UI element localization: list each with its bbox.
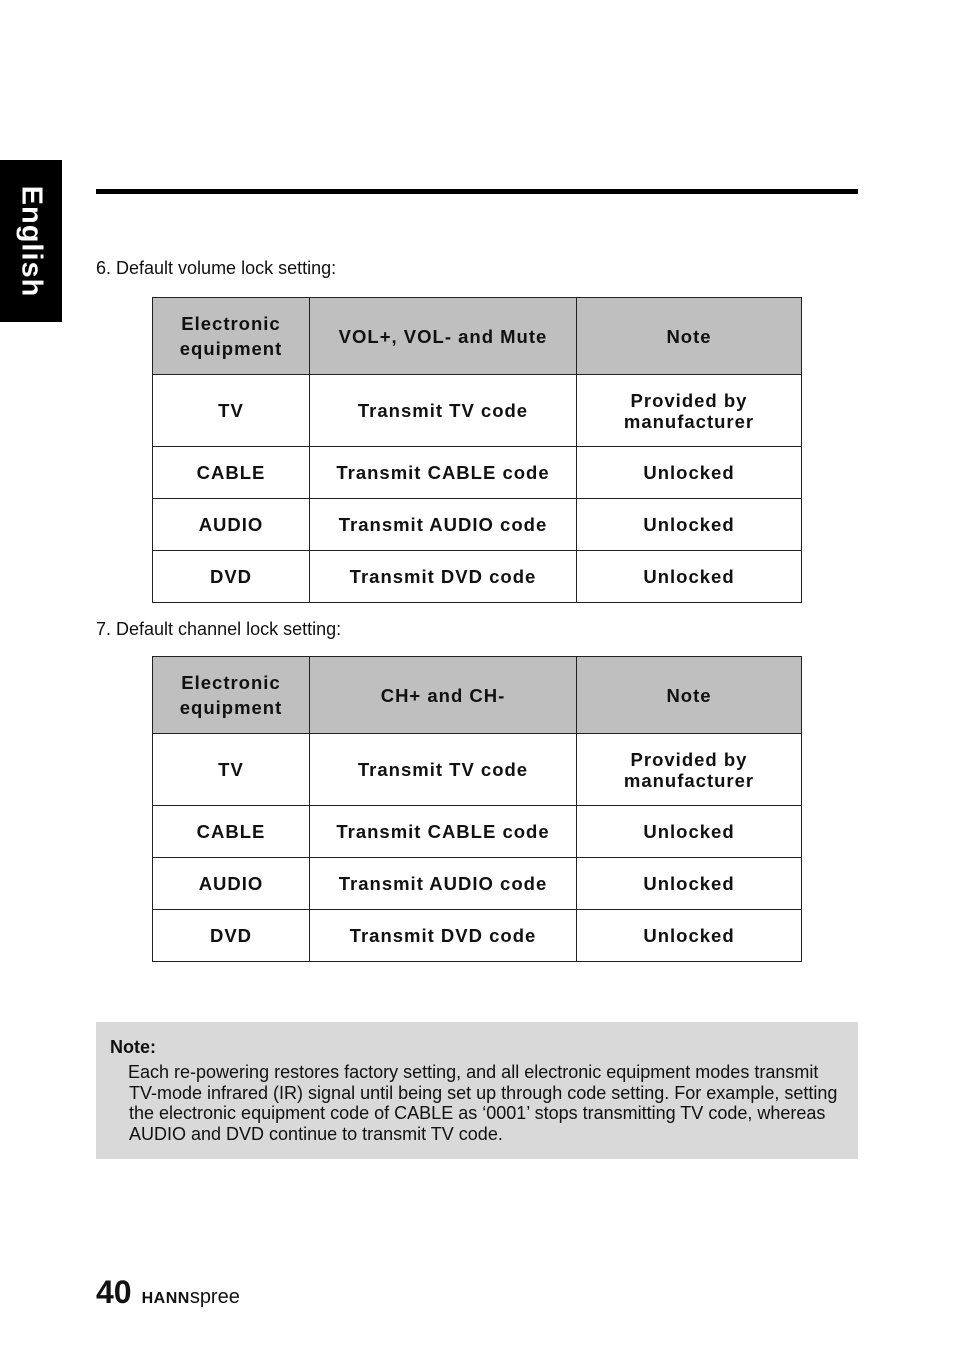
cell-action: Transmit AUDIO code bbox=[310, 858, 577, 910]
cell-action: Transmit TV code bbox=[310, 734, 577, 806]
cell-equipment: TV bbox=[153, 734, 310, 806]
cell-note: Unlocked bbox=[577, 499, 802, 551]
cell-action: Transmit DVD code bbox=[310, 910, 577, 962]
cell-equipment: AUDIO bbox=[153, 858, 310, 910]
header-equipment: Electronic equipment bbox=[153, 298, 310, 375]
table-row bbox=[153, 734, 802, 806]
cell-equipment: CABLE bbox=[153, 806, 310, 858]
page-footer bbox=[96, 1274, 240, 1311]
cell-equipment: AUDIO bbox=[153, 499, 310, 551]
table-row bbox=[153, 858, 802, 910]
language-tab bbox=[0, 160, 62, 322]
cell-note: Unlocked bbox=[577, 447, 802, 499]
table-row bbox=[153, 447, 802, 499]
cell-action: Transmit AUDIO code bbox=[310, 499, 577, 551]
channel-lock-table bbox=[152, 656, 802, 962]
table-header-row bbox=[153, 298, 802, 375]
header-vol-mute: VOL+, VOL- and Mute bbox=[310, 298, 577, 375]
table-row bbox=[153, 551, 802, 603]
cell-note: Unlocked bbox=[577, 910, 802, 962]
brand-light: spree bbox=[189, 1286, 240, 1308]
cell-equipment: DVD bbox=[153, 551, 310, 603]
cell-equipment: DVD bbox=[153, 910, 310, 962]
volume-lock-table bbox=[152, 297, 802, 603]
cell-action: Transmit CABLE code bbox=[310, 806, 577, 858]
header-note: Note bbox=[577, 657, 802, 734]
table-header-row bbox=[153, 657, 802, 734]
cell-action: Transmit DVD code bbox=[310, 551, 577, 603]
channel-section-label: 7. Default channel lock setting: bbox=[96, 619, 342, 639]
cell-equipment: CABLE bbox=[153, 447, 310, 499]
header-note: Note bbox=[577, 298, 802, 375]
table-row bbox=[153, 910, 802, 962]
note-text: Each re-powering restores factory setting, and all electronic equipment modes transmit TV-mode infrared (IR) signal until being set up through code setting. For example, setting the electronic equipment code of CABLE as ‘0001’ stops transmitting TV code, whereas AUDIO and DVD continue to transmit TV code. bbox=[128, 1062, 838, 1144]
table-row bbox=[153, 806, 802, 858]
volume-section-label: 6. Default volume lock setting: bbox=[96, 258, 337, 278]
header-ch: CH+ and CH- bbox=[310, 657, 577, 734]
cell-note: Provided by manufacturer bbox=[577, 734, 802, 806]
cell-note: Unlocked bbox=[577, 551, 802, 603]
cell-action: Transmit CABLE code bbox=[310, 447, 577, 499]
cell-note: Provided by manufacturer bbox=[577, 375, 802, 447]
cell-note: Unlocked bbox=[577, 858, 802, 910]
page-number: 40 bbox=[96, 1274, 132, 1310]
header-rule bbox=[96, 189, 858, 194]
cell-note: Unlocked bbox=[577, 806, 802, 858]
header-equipment: Electronic equipment bbox=[153, 657, 310, 734]
cell-equipment: TV bbox=[153, 375, 310, 447]
note-box bbox=[96, 1022, 858, 1159]
brand-bold: HANN bbox=[141, 1290, 190, 1307]
table-row bbox=[153, 499, 802, 551]
language-tab-label: English bbox=[15, 185, 48, 297]
cell-action: Transmit TV code bbox=[310, 375, 577, 447]
brand-logo bbox=[142, 1286, 240, 1309]
note-title: Note: bbox=[110, 1037, 156, 1057]
table-row bbox=[153, 375, 802, 447]
